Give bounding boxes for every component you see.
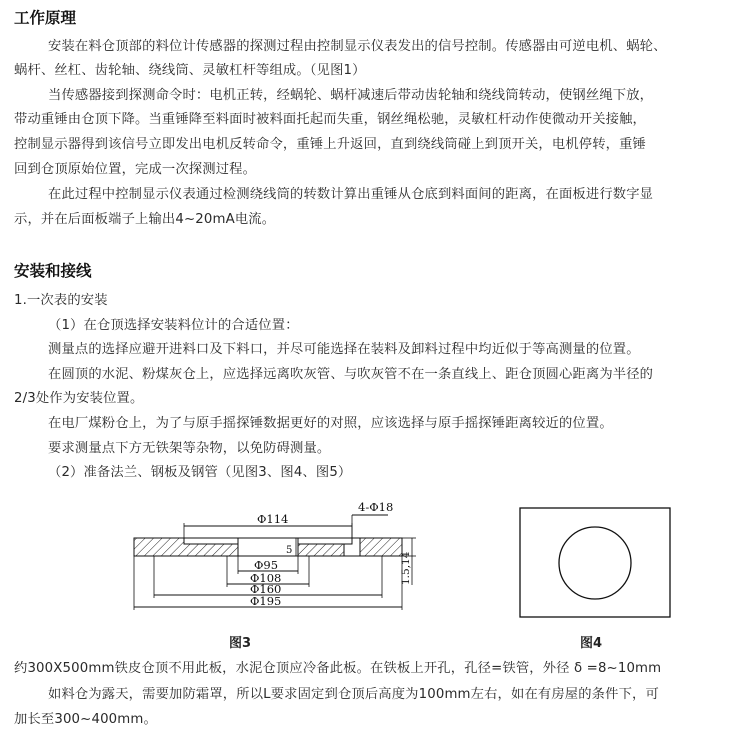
subsection-title: 1.一次表的安装 [14, 293, 108, 308]
paragraph-line: 要求测量点下方无铁架等杂物，以免防碍测量。 [48, 441, 331, 456]
figure4-caption: 图4 [580, 636, 603, 651]
figure3-flange-drawing [120, 495, 420, 625]
paragraph-line: 加长至300~400mm。 [14, 712, 157, 727]
figure4-plate-drawing [519, 507, 671, 618]
pipe-hole [559, 527, 631, 599]
section-title-installation: 安装和接线 [14, 262, 92, 280]
paragraph-line: 测量点的选择应避开进料口及下料口，并尽可能选择在装料及卸料过程中均近似于等高测量的位置。 [48, 342, 640, 357]
dim-label-d195: Φ195 [250, 594, 282, 608]
paragraph-line: （1）在仓顶选择安装料位计的合适位置： [48, 318, 299, 333]
paragraph-line: （2）准备法兰、钢板及钢管（见图3、图4、图5） [48, 465, 352, 480]
figure3-caption: 图3 [229, 636, 252, 651]
paragraph-line: 回到仓顶原始位置，完成一次探测过程。 [14, 162, 257, 177]
paragraph-line: 带动重锤由仓顶下降。当重锤降至料面时被料面托起而失重，钢丝绳松驰，灵敏杠杆动作使微动开关接触， [14, 112, 647, 127]
paragraph-line: 约300X500mm铁皮仓顶不用此板，水泥仓顶应冷备此板。在铁板上开孔，孔径=铁管，外径 δ =8~10mm [14, 661, 662, 676]
paragraph-line: 安装在料仓顶部的料位计传感器的探测过程由控制显示仪表发出的信号控制。传感器由可逆电机、蜗轮、 [48, 39, 667, 54]
dim-label-thickness-5: 5 [286, 545, 293, 556]
paragraph-line: 在圆顶的水泥、粉煤灰仓上，应选择远离吹灰管、与吹灰管不在一条直线上、距仓顶圆心距离为半径的 [48, 367, 654, 382]
dim-label-right-thickness: 1.5,14 [400, 551, 412, 585]
dim-label-d95: Φ95 [254, 558, 279, 572]
dim-label-d114: Φ114 [257, 512, 289, 526]
dim-label-d108: Φ108 [250, 571, 282, 585]
paragraph-line: 蜗杆、丝杠、齿轮轴、绕线筒、灵敏杠杆等组成。（见图1） [14, 63, 366, 78]
paragraph-line: 当传感器接到探测命令时：电机正转，经蜗轮、蜗杆减速后带动齿轮轴和绕线筒转动，使钢丝绳下放， [48, 88, 654, 103]
paragraph-line: 在此过程中控制显示仪表通过检测绕线筒的转数计算出重锤从仓底到料面间的距离，在面板进行数字显 [48, 187, 654, 202]
paragraph-line: 如料仓为露天，需要加防霜罩，所以L要求固定到仓顶后高度为100mm左右，如在有房屋的条件下，可 [48, 687, 659, 702]
dim-label-d160: Φ160 [250, 582, 282, 596]
paragraph-line: 2/3处作为安装位置。 [14, 391, 144, 406]
paragraph-line: 控制显示器得到该信号立即发出电机反转命令，重锤上升返回，直到绕线筒碰上到顶开关，电机停转，重锤 [14, 137, 647, 152]
paragraph-line: 示，并在后面板端子上输出4~20mA电流。 [14, 212, 276, 227]
dim-label-holes: 4-Φ18 [358, 500, 394, 514]
paragraph-line: 在电厂煤粉仓上，为了与原手摇探锤数据更好的对照，应该选择与原手摇探锤距离较近的位置。 [48, 416, 613, 431]
section-title-working-principle: 工作原理 [14, 9, 77, 27]
